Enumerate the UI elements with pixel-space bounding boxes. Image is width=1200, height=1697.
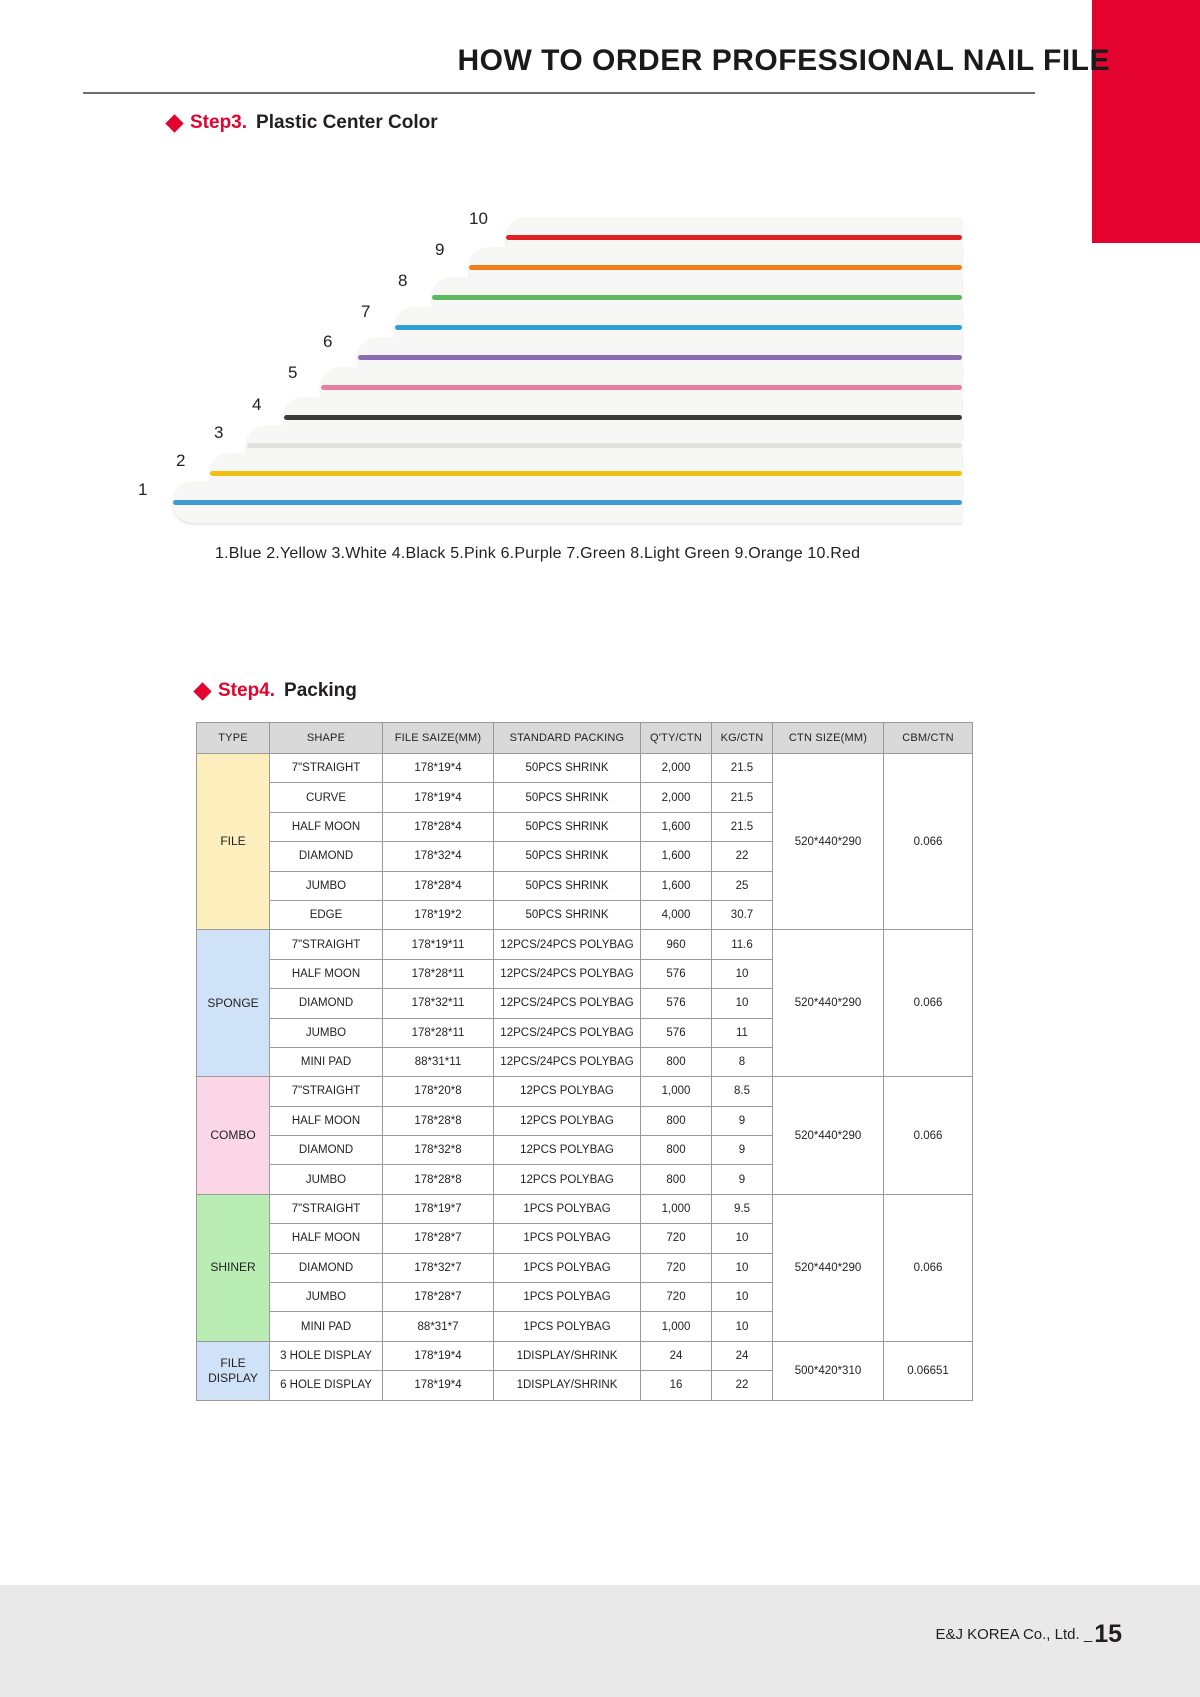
col-header-cbm: CBM/CTN xyxy=(884,723,973,754)
cell-shape: MINI PAD xyxy=(270,1312,383,1341)
cell-qty: 800 xyxy=(641,1165,712,1194)
cell-kg: 30.7 xyxy=(712,900,773,929)
cell-packing: 12PCS POLYBAG xyxy=(494,1165,641,1194)
cell-kg: 10 xyxy=(712,959,773,988)
cell-kg: 10 xyxy=(712,1283,773,1312)
nail-file-1 xyxy=(172,481,962,523)
cell-size: 178*32*8 xyxy=(383,1136,494,1165)
cell-size: 178*19*4 xyxy=(383,1371,494,1400)
cell-qty: 2,000 xyxy=(641,783,712,812)
cell-qty: 720 xyxy=(641,1253,712,1282)
cell-shape: DIAMOND xyxy=(270,1253,383,1282)
cell-kg: 10 xyxy=(712,989,773,1018)
footer-text xyxy=(935,1620,1122,1649)
step3-title: Plastic Center Color xyxy=(256,112,438,133)
cell-shape: DIAMOND xyxy=(270,842,383,871)
group-ctn-size-shiner: 520*440*290 xyxy=(773,1194,884,1341)
cell-qty: 576 xyxy=(641,959,712,988)
cell-qty: 800 xyxy=(641,1047,712,1076)
table-header-row xyxy=(197,723,973,754)
cell-shape: JUMBO xyxy=(270,1018,383,1047)
cell-size: 178*19*11 xyxy=(383,930,494,959)
cell-kg: 25 xyxy=(712,871,773,900)
cell-qty: 24 xyxy=(641,1341,712,1370)
header-red-tab xyxy=(1092,0,1200,243)
col-header-ctn-size: CTN SIZE(MM) xyxy=(773,723,884,754)
stack-number-2: 2 xyxy=(176,451,186,470)
cell-packing: 50PCS SHRINK xyxy=(494,871,641,900)
cell-shape: MINI PAD xyxy=(270,1047,383,1076)
group-ctn-size-sponge: 520*440*290 xyxy=(773,930,884,1077)
cell-size: 178*19*2 xyxy=(383,900,494,929)
cell-size: 178*19*4 xyxy=(383,754,494,783)
cell-packing: 50PCS SHRINK xyxy=(494,842,641,871)
cell-size: 178*19*4 xyxy=(383,1341,494,1370)
group-type-shiner: SHINER xyxy=(197,1194,270,1341)
stack-number-10: 10 xyxy=(469,209,488,228)
col-header-qty: Q'TY/CTN xyxy=(641,723,712,754)
group-type-file-display-line1: FILE xyxy=(220,1355,246,1370)
cell-qty: 4,000 xyxy=(641,900,712,929)
cell-size: 178*32*4 xyxy=(383,842,494,871)
group-type-file-display xyxy=(197,1341,270,1400)
page-number: 15 xyxy=(1094,1620,1122,1648)
group-cbm-combo: 0.066 xyxy=(884,1077,973,1195)
cell-kg: 9 xyxy=(712,1165,773,1194)
group-type-combo: COMBO xyxy=(197,1077,270,1195)
cell-qty: 960 xyxy=(641,930,712,959)
col-header-size: FILE SAIZE(MM) xyxy=(383,723,494,754)
cell-kg: 10 xyxy=(712,1224,773,1253)
cell-shape: DIAMOND xyxy=(270,1136,383,1165)
step3-label: Step3. xyxy=(190,112,248,133)
cell-packing: 12PCS/24PCS POLYBAG xyxy=(494,930,641,959)
table-row xyxy=(197,930,973,959)
cell-qty: 1,000 xyxy=(641,1194,712,1223)
cell-shape: 7"STRAIGHT xyxy=(270,1194,383,1223)
cell-shape: 6 HOLE DISPLAY xyxy=(270,1371,383,1400)
cell-shape: HALF MOON xyxy=(270,959,383,988)
cell-qty: 1,600 xyxy=(641,812,712,841)
stack-number-8: 8 xyxy=(398,271,408,290)
cell-size: 178*28*8 xyxy=(383,1165,494,1194)
stack-number-1: 1 xyxy=(138,480,148,499)
stack-number-3: 3 xyxy=(214,423,224,442)
cell-kg: 21.5 xyxy=(712,754,773,783)
step4-label: Step4. xyxy=(218,680,276,701)
group-cbm-shiner: 0.066 xyxy=(884,1194,973,1341)
cell-size: 178*28*4 xyxy=(383,812,494,841)
cell-kg: 21.5 xyxy=(712,783,773,812)
stack-number-6: 6 xyxy=(323,332,333,351)
cell-shape: DIAMOND xyxy=(270,989,383,1018)
stack-number-4: 4 xyxy=(252,395,262,414)
cell-qty: 2,000 xyxy=(641,754,712,783)
group-type-sponge: SPONGE xyxy=(197,930,270,1077)
cell-size: 178*28*7 xyxy=(383,1224,494,1253)
cell-shape: CURVE xyxy=(270,783,383,812)
cell-packing: 50PCS SHRINK xyxy=(494,783,641,812)
cell-size: 178*19*4 xyxy=(383,783,494,812)
cell-shape: 7"STRAIGHT xyxy=(270,1077,383,1106)
table-row xyxy=(197,1194,973,1223)
cell-packing: 12PCS/24PCS POLYBAG xyxy=(494,1047,641,1076)
cell-shape: HALF MOON xyxy=(270,1224,383,1253)
cell-size: 178*28*7 xyxy=(383,1283,494,1312)
cell-packing: 1DISPLAY/SHRINK xyxy=(494,1341,641,1370)
title-divider xyxy=(83,92,1035,94)
cell-packing: 1PCS POLYBAG xyxy=(494,1194,641,1223)
cell-shape: JUMBO xyxy=(270,1283,383,1312)
cell-qty: 800 xyxy=(641,1136,712,1165)
col-header-packing: STANDARD PACKING xyxy=(494,723,641,754)
cell-qty: 16 xyxy=(641,1371,712,1400)
diamond-bullet-icon xyxy=(193,682,211,700)
group-ctn-size-combo: 520*440*290 xyxy=(773,1077,884,1195)
page-title: HOW TO ORDER PROFESSIONAL NAIL FILE xyxy=(457,44,1110,77)
cell-size: 178*19*7 xyxy=(383,1194,494,1223)
table-row xyxy=(197,754,973,783)
step4-heading xyxy=(196,680,357,702)
cell-size: 178*20*8 xyxy=(383,1077,494,1106)
cell-shape: 3 HOLE DISPLAY xyxy=(270,1341,383,1370)
cell-kg: 22 xyxy=(712,1371,773,1400)
cell-packing: 1PCS POLYBAG xyxy=(494,1224,641,1253)
cell-kg: 9 xyxy=(712,1106,773,1135)
col-header-shape: SHAPE xyxy=(270,723,383,754)
cell-kg: 8.5 xyxy=(712,1077,773,1106)
cell-kg: 21.5 xyxy=(712,812,773,841)
nail-file-color-stack xyxy=(130,195,950,585)
group-ctn-size-file: 520*440*290 xyxy=(773,754,884,930)
col-header-kg: KG/CTN xyxy=(712,723,773,754)
cell-packing: 12PCS POLYBAG xyxy=(494,1077,641,1106)
cell-kg: 10 xyxy=(712,1253,773,1282)
cell-qty: 576 xyxy=(641,989,712,1018)
cell-size: 178*28*11 xyxy=(383,959,494,988)
group-cbm-file-display: 0.06651 xyxy=(884,1341,973,1400)
cell-kg: 10 xyxy=(712,1312,773,1341)
cell-packing: 12PCS/24PCS POLYBAG xyxy=(494,989,641,1018)
cell-packing: 1PCS POLYBAG xyxy=(494,1283,641,1312)
color-legend: 1.Blue 2.Yellow 3.White 4.Black 5.Pink 6.Purple 7.Green 8.Light Green 9.Orange 10.Red xyxy=(215,545,861,562)
cell-packing: 12PCS POLYBAG xyxy=(494,1106,641,1135)
cell-qty: 1,000 xyxy=(641,1077,712,1106)
cell-shape: 7"STRAIGHT xyxy=(270,930,383,959)
table-row xyxy=(197,1341,973,1370)
cell-size: 178*28*4 xyxy=(383,871,494,900)
step3-heading xyxy=(168,112,438,134)
cell-shape: JUMBO xyxy=(270,871,383,900)
cell-qty: 1,000 xyxy=(641,1312,712,1341)
cell-shape: HALF MOON xyxy=(270,1106,383,1135)
cell-packing: 12PCS/24PCS POLYBAG xyxy=(494,1018,641,1047)
group-type-file: FILE xyxy=(197,754,270,930)
stack-number-5: 5 xyxy=(288,363,298,382)
cell-qty: 576 xyxy=(641,1018,712,1047)
cell-packing: 50PCS SHRINK xyxy=(494,812,641,841)
cell-packing: 1PCS POLYBAG xyxy=(494,1312,641,1341)
packing-table-header xyxy=(197,723,973,754)
packing-table-body xyxy=(197,754,973,1401)
group-ctn-size-file-display: 500*420*310 xyxy=(773,1341,884,1400)
cell-size: 178*28*8 xyxy=(383,1106,494,1135)
cell-kg: 24 xyxy=(712,1341,773,1370)
cell-qty: 1,600 xyxy=(641,871,712,900)
cell-qty: 720 xyxy=(641,1283,712,1312)
cell-kg: 9 xyxy=(712,1136,773,1165)
group-cbm-sponge: 0.066 xyxy=(884,930,973,1077)
cell-packing: 50PCS SHRINK xyxy=(494,900,641,929)
cell-packing: 12PCS/24PCS POLYBAG xyxy=(494,959,641,988)
cell-size: 178*32*7 xyxy=(383,1253,494,1282)
cell-packing: 12PCS POLYBAG xyxy=(494,1136,641,1165)
cell-kg: 9.5 xyxy=(712,1194,773,1223)
cell-shape: 7"STRAIGHT xyxy=(270,754,383,783)
cell-packing: 50PCS SHRINK xyxy=(494,754,641,783)
group-type-file-display-line2: DISPLAY xyxy=(208,1370,258,1385)
cell-kg: 11.6 xyxy=(712,930,773,959)
cell-size: 178*32*11 xyxy=(383,989,494,1018)
cell-shape: HALF MOON xyxy=(270,812,383,841)
diamond-bullet-icon xyxy=(165,114,183,132)
col-header-type: TYPE xyxy=(197,723,270,754)
cell-packing: 1PCS POLYBAG xyxy=(494,1253,641,1282)
cell-size: 88*31*7 xyxy=(383,1312,494,1341)
cell-shape: EDGE xyxy=(270,900,383,929)
cell-packing: 1DISPLAY/SHRINK xyxy=(494,1371,641,1400)
cell-kg: 22 xyxy=(712,842,773,871)
cell-qty: 1,600 xyxy=(641,842,712,871)
step4-title: Packing xyxy=(284,680,357,701)
table-row xyxy=(197,1077,973,1106)
cell-size: 178*28*11 xyxy=(383,1018,494,1047)
cell-size: 88*31*11 xyxy=(383,1047,494,1076)
cell-kg: 8 xyxy=(712,1047,773,1076)
footer-company: E&J KOREA Co., Ltd. _ xyxy=(935,1626,1093,1643)
cell-kg: 11 xyxy=(712,1018,773,1047)
cell-shape: JUMBO xyxy=(270,1165,383,1194)
cell-qty: 720 xyxy=(641,1224,712,1253)
group-cbm-file: 0.066 xyxy=(884,754,973,930)
stack-number-7: 7 xyxy=(361,302,371,321)
cell-qty: 800 xyxy=(641,1106,712,1135)
packing-table xyxy=(196,722,973,1401)
stack-number-9: 9 xyxy=(435,240,445,259)
